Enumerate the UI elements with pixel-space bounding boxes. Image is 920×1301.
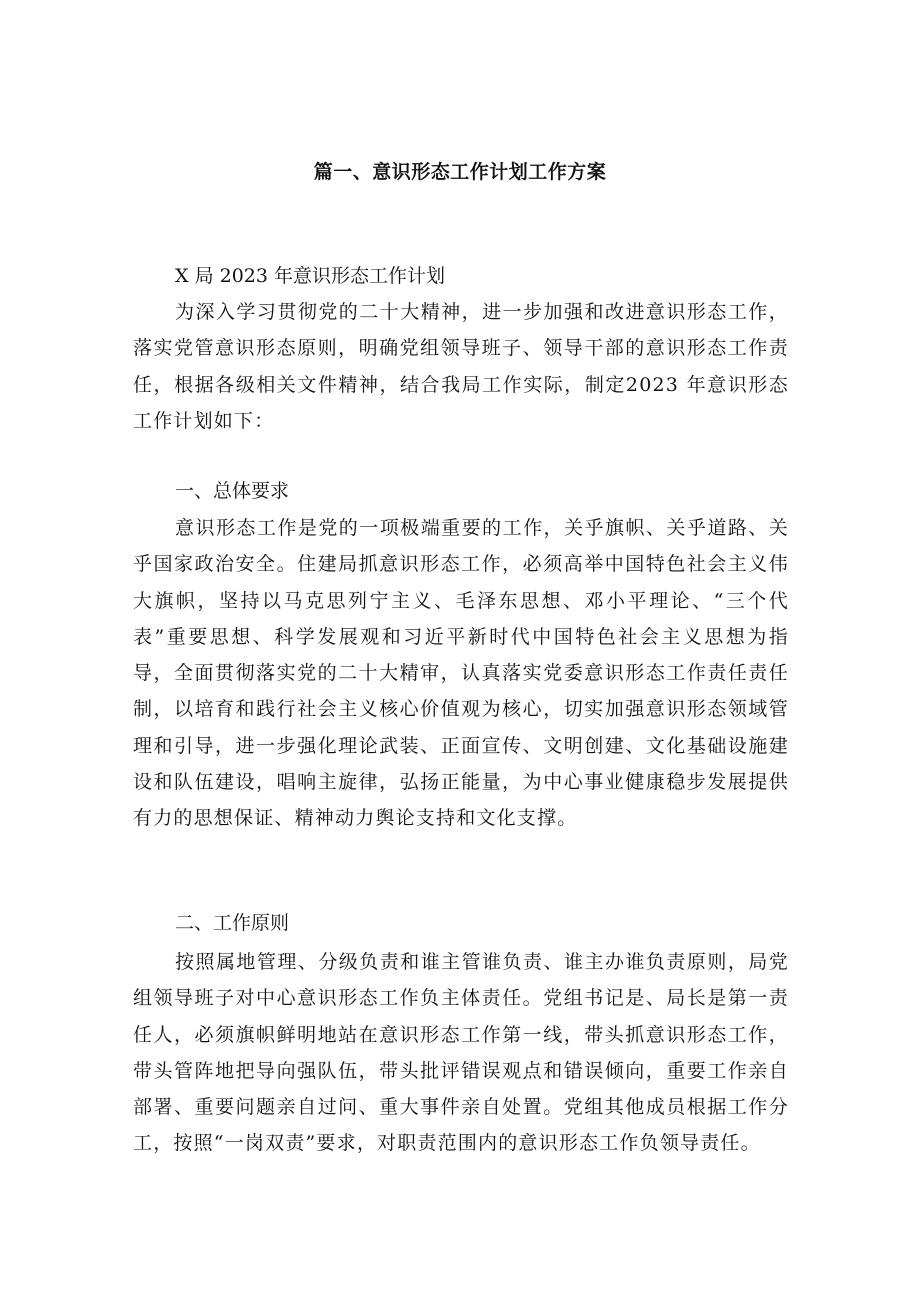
section-body-work-principles: 按照属地管理、分级负责和谁主管谁负责、谁主办谁负责原则，局党组领导班子对中心意识形态工作负主体责任。党组书记是、局长是第一责任人，必须旗帜鲜明地站在意识形态工作第一线，带头抓意识形态工作，带头管阵地把导向强队伍，带头批评错误观点和错误倾向，重要工作亲自部署、重要问题亲自过问、重大事件亲自处置。党组其他成员根据工作分工，按照“一岗双责”要求，对职责范围内的意识形态工作负领导责任。 — [133, 951, 789, 1155]
intro-paragraph: 为深入学习贯彻党的二十大精神，进一步加强和改进意识形态工作，落实党管意识形态原则，明确党组领导班子、领导干部的意识形态工作责任，根据各级相关文件精神，结合我局工作实际，制定2023 年意识形态工作计划如下： — [133, 301, 789, 432]
section-body-overall-requirements: 意识形态工作是党的一项极端重要的工作，关乎旗帜、关乎道路、关乎国家政治安全。住建局抓意识形态工作，必须高举中国特色社会主义伟大旗帜，坚持以马克思列宁主义、毛泽东思想、邓小平理论、“三个代表”重要思想、科学发展观和习近平新时代中国特色社会主义思想为指导，全面贯彻落实党的二十大精审，认真落实党委意识形态工作责任责任制，以培育和践行社会主义核心价值观为核心，切实加强意识形态领域管理和引导，进一步强化理论武装、正面宣传、文明创建、文化基础设施建设和队伍建设，唱响主旋律，弘扬正能量，为中心事业健康稳步发展提供有力的思想保证、精神动力舆论支持和文化支撑。 — [133, 517, 789, 830]
section-heading-overall-requirements: 一、总体要求 — [175, 480, 290, 502]
section-heading-work-principles: 二、工作原则 — [175, 912, 290, 934]
document-title: 篇一、意识形态工作计划工作方案 — [313, 161, 607, 183]
document-subtitle: X 局 2023 年意识形态工作计划 — [175, 265, 445, 287]
